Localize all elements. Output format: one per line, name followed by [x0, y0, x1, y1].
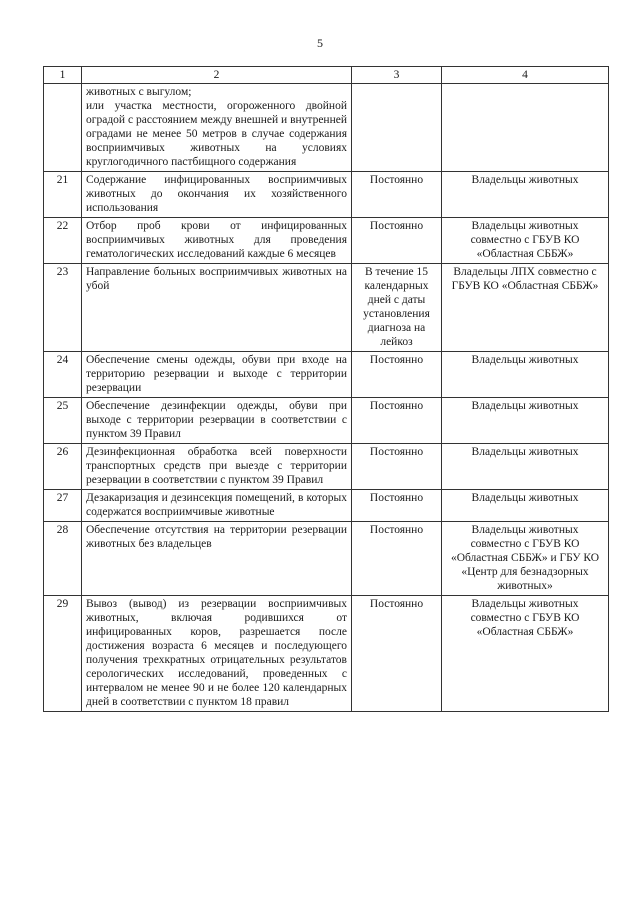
responsible-cell: Владельцы животных совместно с ГБУВ КО «Областная СББЖ»	[442, 218, 609, 264]
row-number-cell: 25	[44, 398, 82, 444]
column-header-4: 4	[442, 67, 609, 84]
term-cell	[352, 84, 442, 172]
table-row	[44, 218, 609, 264]
term-cell: В течение 15 календарных дней с даты установления диагноза на лейкоз	[352, 264, 442, 352]
table-row	[44, 444, 609, 490]
term-cell: Постоянно	[352, 398, 442, 444]
table-row	[44, 352, 609, 398]
table-row	[44, 172, 609, 218]
row-number-cell: 29	[44, 596, 82, 712]
measure-description-cell: Обеспечение дезинфекции одежды, обуви при выходе с территории резервации в соответствии с пунктом 39 Правил	[82, 398, 352, 444]
measure-description-cell	[82, 84, 352, 172]
table-header-row	[44, 67, 609, 84]
measure-description-cell: Вывоз (вывод) из резервации восприимчивых животных, включая родившихся от инфицированных коров, разрешается после достижения возраста 6 месяцев и последующего получения трехкратных отрицательных результатов серологических исследований, проведенных с интервалом не менее 90 и не более 120 календарных дней в соответствии с пунктом 18 правил	[82, 596, 352, 712]
row-number-cell: 26	[44, 444, 82, 490]
row-number-cell	[44, 84, 82, 172]
term-cell: Постоянно	[352, 172, 442, 218]
row-number-cell: 28	[44, 522, 82, 596]
page-number: 5	[317, 36, 323, 50]
responsible-cell: Владельцы животных	[442, 172, 609, 218]
table-row	[44, 522, 609, 596]
column-header-1: 1	[44, 67, 82, 84]
table-row-continuation	[44, 84, 609, 172]
term-cell: Постоянно	[352, 444, 442, 490]
measure-description-cell: Направление больных восприимчивых животных на убой	[82, 264, 352, 352]
responsible-cell: Владельцы животных	[442, 444, 609, 490]
term-cell: Постоянно	[352, 352, 442, 398]
responsible-cell: Владельцы животных	[442, 352, 609, 398]
measure-description-cell: Обеспечение смены одежды, обуви при входе на территорию резервации и выходе с территории резервации	[82, 352, 352, 398]
row-number-cell: 23	[44, 264, 82, 352]
row-number-cell: 24	[44, 352, 82, 398]
measure-description-cell: Отбор проб крови от инфицированных восприимчивых животных для проведения гематологических исследований каждые 6 месяцев	[82, 218, 352, 264]
row-number-cell: 27	[44, 490, 82, 522]
measure-description-cell: Дезинфекционная обработка всей поверхности транспортных средств при выезде с территории резервации в соответствии с пунктом 39 Правил	[82, 444, 352, 490]
table-row	[44, 398, 609, 444]
measures-table	[43, 66, 609, 712]
term-cell: Постоянно	[352, 596, 442, 712]
table-row	[44, 596, 609, 712]
responsible-cell: Владельцы животных	[442, 398, 609, 444]
row-number-cell: 21	[44, 172, 82, 218]
measure-description-cell: Дезакаризация и дезинсекция помещений, в которых содержатся восприимчивые животные	[82, 490, 352, 522]
measure-description-cell: Обеспечение отсутствия на территории резервации животных без владельцев	[82, 522, 352, 596]
responsible-cell: Владельцы животных совместно с ГБУВ КО «Областная СББЖ»	[442, 596, 609, 712]
measure-description-cell: Содержание инфицированных восприимчивых животных до окончания их хозяйственного использования	[82, 172, 352, 218]
table-row	[44, 490, 609, 522]
responsible-cell: Владельцы ЛПХ совместно с ГБУВ КО «Областная СББЖ»	[442, 264, 609, 352]
term-cell: Постоянно	[352, 218, 442, 264]
table-row	[44, 264, 609, 352]
continuation-line: животных с выгулом;	[86, 86, 192, 98]
responsible-cell	[442, 84, 609, 172]
term-cell: Постоянно	[352, 490, 442, 522]
responsible-cell: Владельцы животных совместно с ГБУВ КО «Областная СББЖ» и ГБУ КО «Центр для безнадзорных животных»	[442, 522, 609, 596]
column-header-2: 2	[82, 67, 352, 84]
continuation-line: или участка местности, огороженного двойной оградой с расстоянием между внешней и внутренней оградами не менее 50 метров в случае содержания восприимчивых животных на условиях круглогодичного пастбищного содержания	[86, 100, 347, 168]
column-header-3: 3	[352, 67, 442, 84]
responsible-cell: Владельцы животных	[442, 490, 609, 522]
row-number-cell: 22	[44, 218, 82, 264]
term-cell: Постоянно	[352, 522, 442, 596]
